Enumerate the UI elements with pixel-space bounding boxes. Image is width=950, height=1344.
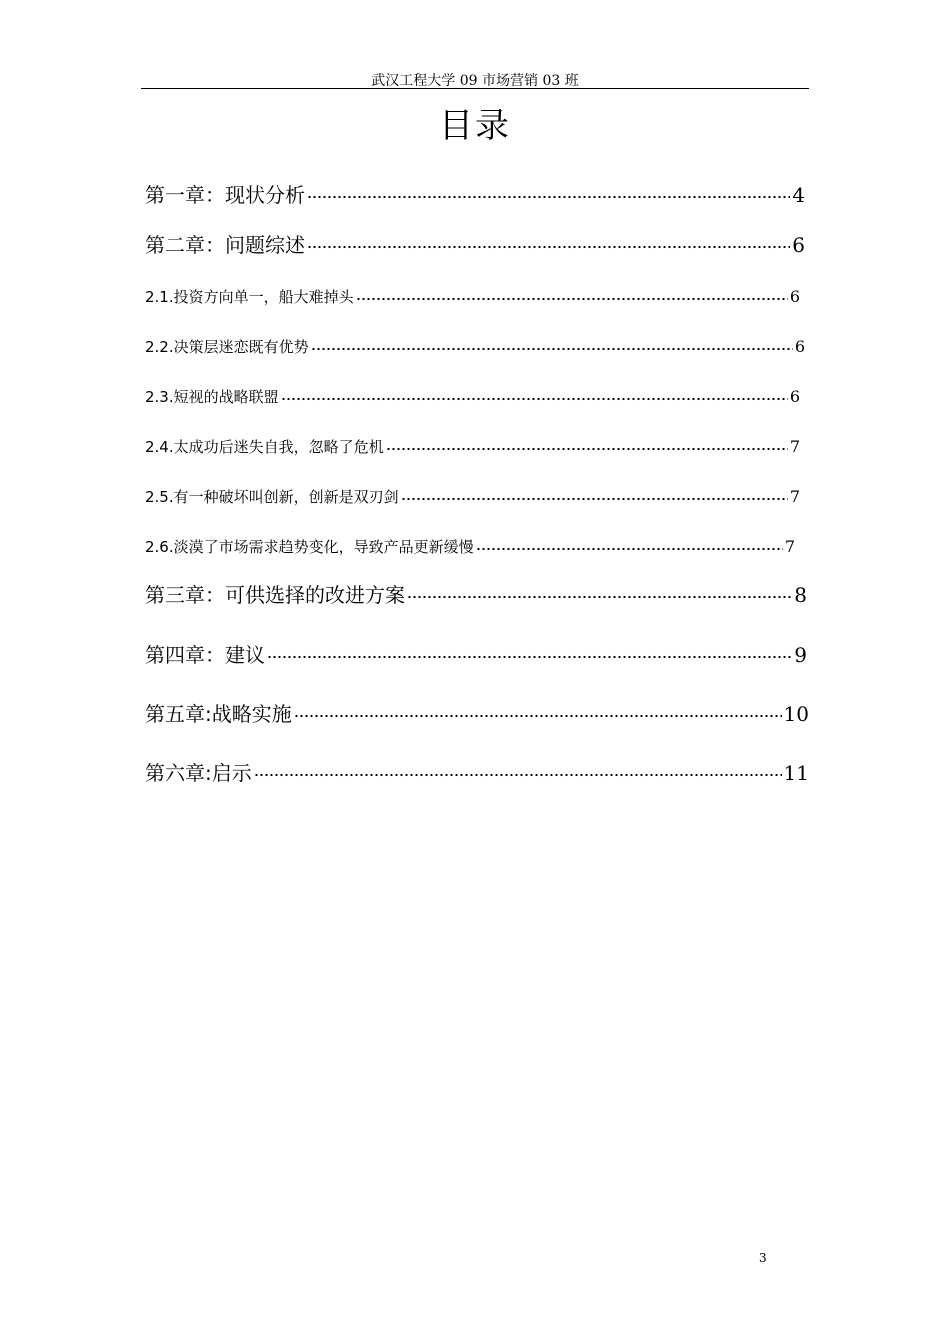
toc-entry-page: 10 xyxy=(783,702,809,726)
dot-leader xyxy=(401,497,788,501)
toc-entry-page: 7 xyxy=(789,437,800,456)
toc-entry-label: 2.4.太成功后迷失自我，忽略了危机 xyxy=(145,438,384,456)
toc-entry-page: 6 xyxy=(792,233,805,257)
toc-entry-section-2-4[interactable] xyxy=(145,434,800,460)
dot-leader xyxy=(307,245,790,249)
toc-entry-page: 6 xyxy=(794,337,805,356)
toc-entry-label: 第二章：问题综述 xyxy=(145,233,305,257)
page-number: 3 xyxy=(759,1251,767,1265)
toc-entry-label: 2.5.有一种破坏叫创新，创新是双刃剑 xyxy=(145,488,399,506)
toc-entry-label: 第五章:战略实施 xyxy=(145,702,292,726)
dot-leader xyxy=(356,297,788,301)
dot-leader xyxy=(281,397,788,401)
toc-entry-label: 第四章：建议 xyxy=(145,643,265,667)
dot-leader xyxy=(307,195,790,199)
toc-entry-page: 4 xyxy=(792,183,805,207)
toc-entry-label: 第六章:启示 xyxy=(145,761,252,785)
dot-leader xyxy=(311,347,793,351)
toc-entry-section-2-2[interactable] xyxy=(145,334,805,360)
toc-entry-page: 6 xyxy=(789,387,800,406)
toc-entry-page: 8 xyxy=(794,583,807,607)
dot-leader xyxy=(407,595,792,599)
header-text: 武汉工程大学 09 市场营销 03 班 xyxy=(371,73,579,89)
toc-entry-label: 第一章：现状分析 xyxy=(145,183,305,207)
toc-entry-chapter-3[interactable] xyxy=(145,580,807,610)
toc-entry-section-2-6[interactable] xyxy=(145,534,795,560)
toc-entry-page: 7 xyxy=(784,537,795,556)
toc-entry-chapter-4[interactable] xyxy=(145,640,807,670)
header-divider xyxy=(141,88,809,89)
toc-entry-label: 2.2.决策层迷恋既有优势 xyxy=(145,338,309,356)
toc-entry-label: 2.6.淡漠了市场需求趋势变化，导致产品更新缓慢 xyxy=(145,538,474,556)
toc-entry-chapter-5[interactable] xyxy=(145,699,809,729)
toc-entry-page: 9 xyxy=(794,643,807,667)
toc-entry-label: 2.1.投资方向单一，船大难掉头 xyxy=(145,288,354,306)
toc-title: 目录 xyxy=(439,106,511,146)
dot-leader xyxy=(386,447,788,451)
toc-entry-label: 2.3.短视的战略联盟 xyxy=(145,388,279,406)
toc-entry-chapter-2[interactable] xyxy=(145,230,805,260)
toc-entry-chapter-6[interactable] xyxy=(145,758,809,788)
dot-leader xyxy=(267,655,792,659)
dot-leader xyxy=(476,547,783,551)
toc-entry-page: 7 xyxy=(789,487,800,506)
dot-leader xyxy=(254,773,782,777)
toc-entry-section-2-5[interactable] xyxy=(145,484,800,510)
toc-entry-section-2-3[interactable] xyxy=(145,384,800,410)
toc-entry-page: 6 xyxy=(789,287,800,306)
toc-entry-page: 11 xyxy=(783,761,809,785)
toc-entry-chapter-1[interactable] xyxy=(145,180,805,210)
toc-entry-label: 第三章：可供选择的改进方案 xyxy=(145,583,405,607)
dot-leader xyxy=(294,714,782,718)
toc-entry-section-2-1[interactable] xyxy=(145,284,800,310)
